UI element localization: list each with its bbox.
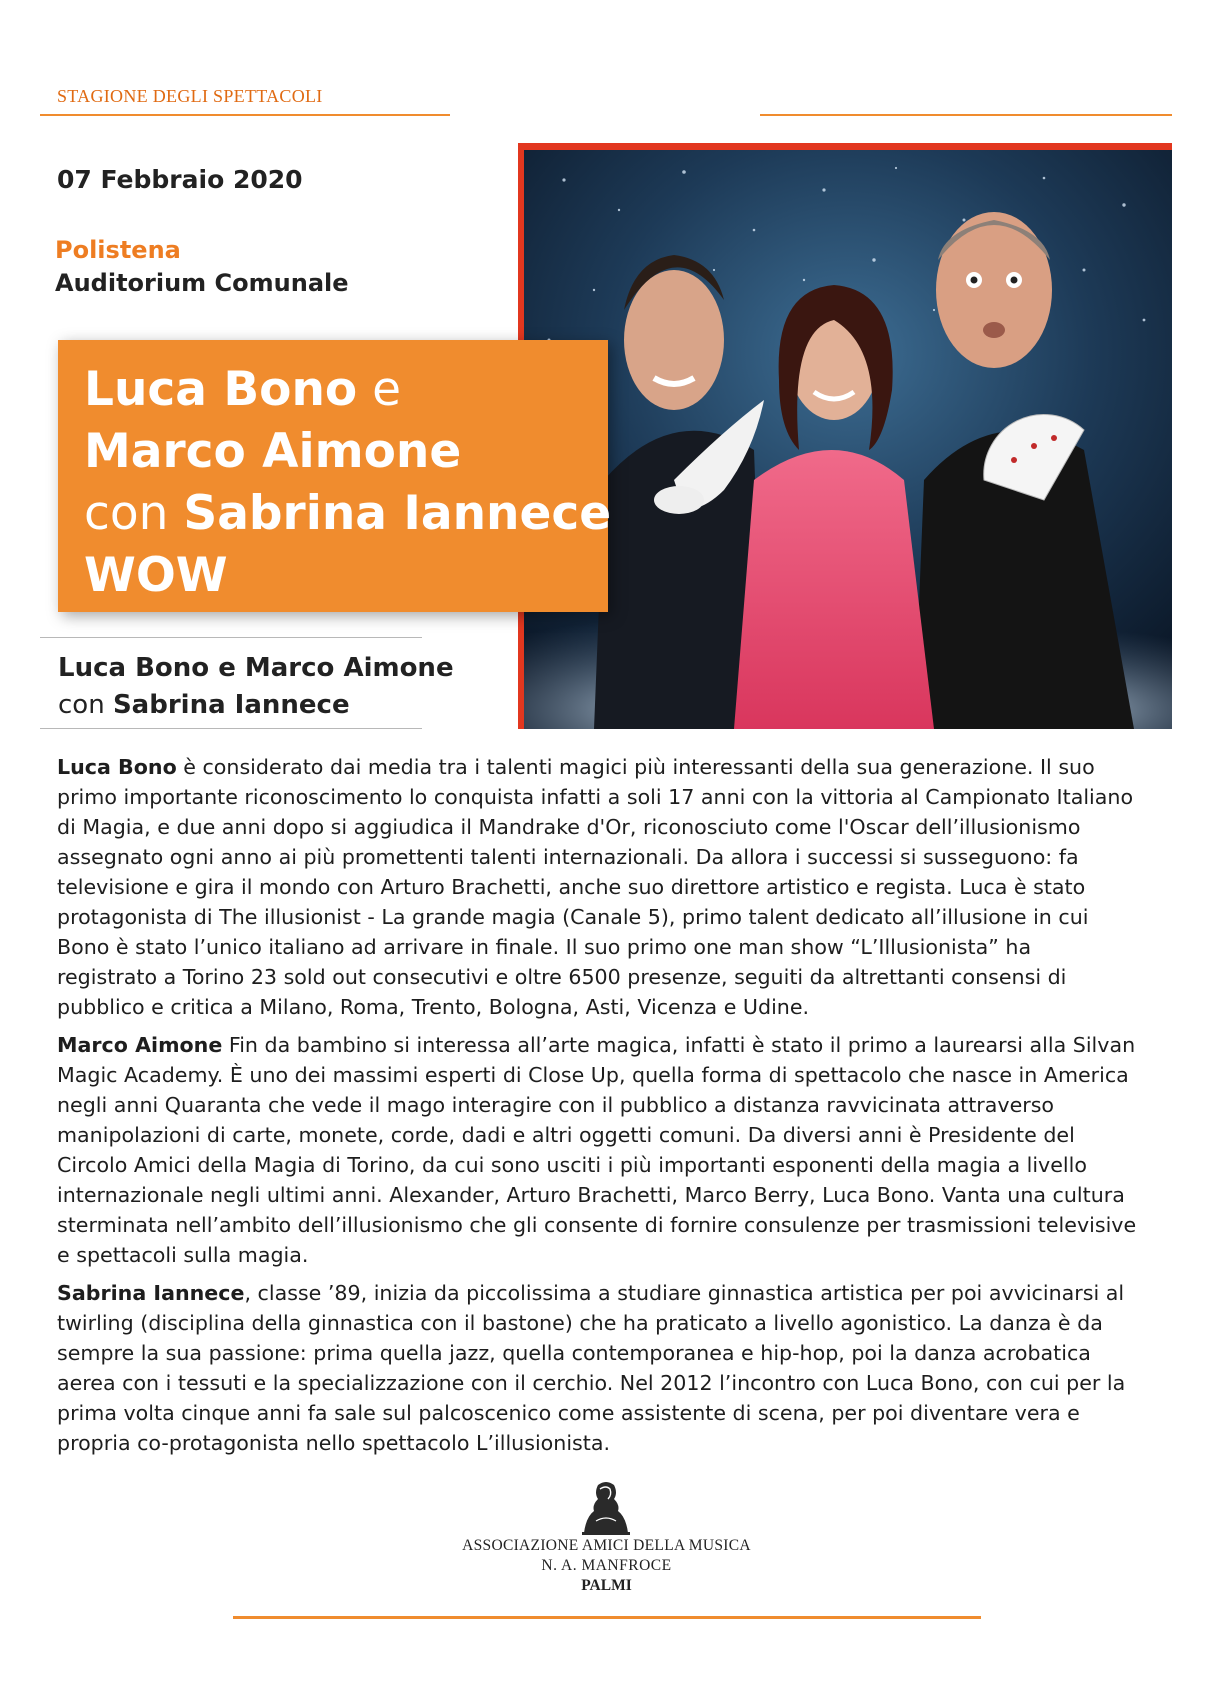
event-date: 07 Febbraio 2020 — [57, 165, 303, 194]
subtitle-names: Luca Bono e Marco Aimone — [58, 653, 454, 683]
performer-name: Marco Aimone — [84, 424, 462, 479]
org-city: PALMI — [581, 1577, 632, 1594]
divider — [760, 114, 1172, 116]
subtitle-name: Sabrina Iannece — [112, 690, 350, 720]
conjunction: con — [58, 690, 105, 720]
subtitle-line-1 — [58, 650, 454, 687]
divider — [40, 114, 450, 116]
association-logo-icon — [576, 1477, 636, 1537]
org-subname: N. A. MANFROCE — [541, 1557, 672, 1574]
event-venue: Auditorium Comunale — [55, 269, 349, 297]
bio-name: Luca Bono — [57, 755, 177, 779]
title-line-3 — [84, 486, 612, 541]
subtitle — [58, 650, 454, 724]
divider — [233, 1616, 981, 1619]
bio-text: , classe ’89, inizia da piccolissima a studiare ginnastica artistica per poi avvicinarsi al twirling (disciplina della ginnastica con il bastone) che ha praticato a livello agonistico. La danza è da sempre la sua passione: prima quella jazz, quella contemporanea e hip-hop, poi la danza acrobatica aerea con i tessuti e la specializzazione con il cerchio. Nel 2012 l’incontro con Luca Bono, con cui per la prima volta cinque anni fa sale sul palcoscenico come assistente di scena, per poi diventare vera e propria co-protagonista nello spettacolo L’illusionista. — [57, 1281, 1126, 1455]
event-city: Polistena — [55, 236, 181, 264]
bio-name: Marco Aimone — [57, 1033, 223, 1057]
bio-name: Sabrina Iannece — [57, 1281, 245, 1305]
title-line-1 — [84, 362, 402, 417]
divider — [40, 637, 422, 638]
show-title — [84, 548, 228, 603]
subtitle-line-2 — [58, 687, 454, 724]
bio-paragraph — [57, 1030, 1137, 1270]
conjunction: e — [372, 362, 402, 417]
bio-text: Fin da bambino si interessa all’arte magica, infatti è stato il primo a laurearsi alla Silvan Magic Academy. È uno dei massimi esperti di Close Up, quella forma di spettacolo che nasce in America negli anni Quaranta che vede il mago interagire con il pubblico a distanza ravvicinata attraverso manipolazioni di carte, monete, corde, dadi e altri oggetti comuni. Da diversi anni è Presidente del Circolo Amici della Magia di Torino, da cui sono usciti i più importanti esponenti della magia a livello internazionale negli ultimi anni. Alexander, Arturo Brachetti, Marco Berry, Luca Bono. Vanta una cultura sterminata nell’ambito dell’illusionismo che gli consente di fornire consulenze per trasmissioni televisive e spettacoli sulla magia. — [57, 1033, 1137, 1267]
title-box — [58, 340, 612, 612]
performer-name: Sabrina Iannece — [183, 486, 612, 541]
bio-paragraph — [57, 1278, 1137, 1458]
performers-photo — [524, 150, 1172, 729]
conjunction: con — [84, 486, 169, 541]
show-name: WOW — [84, 548, 228, 603]
divider — [40, 728, 422, 729]
season-label: STAGIONE DEGLI SPETTACOLI — [57, 86, 323, 106]
bios — [57, 752, 1137, 1466]
org-name: ASSOCIAZIONE AMICI DELLA MUSICA — [462, 1537, 751, 1554]
title-line-2 — [84, 424, 462, 479]
performer-name: Luca Bono — [84, 362, 358, 417]
bio-paragraph — [57, 752, 1137, 1022]
bio-text: è considerato dai media tra i talenti magici più interessanti della sua generazione. Il suo primo importante riconoscimento lo conquista infatti a soli 17 anni con la vittoria al Campionato Italiano di Magia, e due anni dopo si aggiudica il Mandrake d'Or, riconosciuto come l'Oscar dell’illusionismo assegnato ogni anno ai più promettenti talenti internazionali. Da allora i successi si susseguono: fa televisione e gira il mondo con Arturo Brachetti, anche suo direttore artistico e regista. Luca è stato protagonista di The illusionist - La grande magia (Canale 5), primo talent dedicato all’illusione in cui Bono è stato l’unico italiano ad arrivare in finale. Il suo primo one man show “L’Illusionista” ha registrato a Torino 23 sold out consecutivi e oltre 6500 presenze, seguiti da altrettanti consensi di pubblico e critica a Milano, Roma, Trento, Bologna, Asti, Vicenza e Udine. — [57, 755, 1134, 1019]
